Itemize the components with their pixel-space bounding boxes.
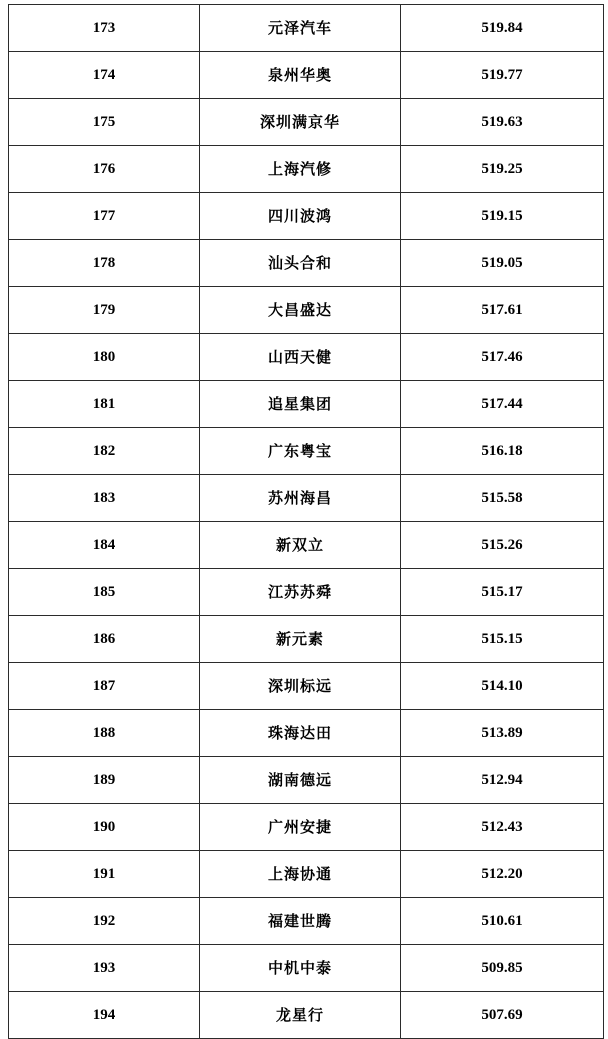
rank-cell: 193 bbox=[9, 945, 200, 992]
rank-cell: 185 bbox=[9, 569, 200, 616]
company-name-cell: 福建世腾 bbox=[200, 898, 401, 945]
rank-cell: 180 bbox=[9, 334, 200, 381]
rank-cell: 191 bbox=[9, 851, 200, 898]
score-cell: 519.05 bbox=[401, 240, 604, 287]
company-name-cell: 深圳满京华 bbox=[200, 99, 401, 146]
table-body bbox=[9, 5, 604, 1039]
table-row bbox=[9, 616, 604, 663]
score-cell: 507.69 bbox=[401, 992, 604, 1039]
rank-cell: 186 bbox=[9, 616, 200, 663]
rank-cell: 189 bbox=[9, 757, 200, 804]
score-cell: 515.17 bbox=[401, 569, 604, 616]
score-cell: 516.18 bbox=[401, 428, 604, 475]
score-cell: 515.26 bbox=[401, 522, 604, 569]
table-row bbox=[9, 992, 604, 1039]
rank-cell: 188 bbox=[9, 710, 200, 757]
rank-cell: 190 bbox=[9, 804, 200, 851]
score-cell: 519.77 bbox=[401, 52, 604, 99]
score-cell: 513.89 bbox=[401, 710, 604, 757]
company-name-cell: 四川波鸿 bbox=[200, 193, 401, 240]
company-name-cell: 上海协通 bbox=[200, 851, 401, 898]
rank-cell: 173 bbox=[9, 5, 200, 52]
company-name-cell: 山西天健 bbox=[200, 334, 401, 381]
score-cell: 517.46 bbox=[401, 334, 604, 381]
score-cell: 514.10 bbox=[401, 663, 604, 710]
rank-cell: 182 bbox=[9, 428, 200, 475]
company-name-cell: 珠海达田 bbox=[200, 710, 401, 757]
table-row bbox=[9, 569, 604, 616]
score-cell: 519.84 bbox=[401, 5, 604, 52]
table-row bbox=[9, 522, 604, 569]
rank-cell: 179 bbox=[9, 287, 200, 334]
company-name-cell: 元泽汽车 bbox=[200, 5, 401, 52]
table-row bbox=[9, 851, 604, 898]
company-name-cell: 泉州华奥 bbox=[200, 52, 401, 99]
rank-cell: 181 bbox=[9, 381, 200, 428]
company-name-cell: 广东粤宝 bbox=[200, 428, 401, 475]
table-row bbox=[9, 757, 604, 804]
rank-cell: 176 bbox=[9, 146, 200, 193]
table-row bbox=[9, 287, 604, 334]
table-row bbox=[9, 5, 604, 52]
table-row bbox=[9, 240, 604, 287]
score-cell: 517.61 bbox=[401, 287, 604, 334]
company-name-cell: 汕头合和 bbox=[200, 240, 401, 287]
rank-cell: 184 bbox=[9, 522, 200, 569]
score-cell: 512.20 bbox=[401, 851, 604, 898]
score-cell: 519.15 bbox=[401, 193, 604, 240]
table-row bbox=[9, 193, 604, 240]
rank-cell: 178 bbox=[9, 240, 200, 287]
table-row bbox=[9, 945, 604, 992]
company-name-cell: 新双立 bbox=[200, 522, 401, 569]
table-row bbox=[9, 99, 604, 146]
table-row bbox=[9, 475, 604, 522]
table-row bbox=[9, 52, 604, 99]
score-cell: 510.61 bbox=[401, 898, 604, 945]
company-name-cell: 湖南德远 bbox=[200, 757, 401, 804]
table-row bbox=[9, 381, 604, 428]
score-cell: 512.43 bbox=[401, 804, 604, 851]
score-cell: 519.25 bbox=[401, 146, 604, 193]
table-row bbox=[9, 710, 604, 757]
table-row bbox=[9, 898, 604, 945]
score-cell: 512.94 bbox=[401, 757, 604, 804]
score-cell: 515.15 bbox=[401, 616, 604, 663]
company-name-cell: 广州安捷 bbox=[200, 804, 401, 851]
rank-cell: 175 bbox=[9, 99, 200, 146]
rank-cell: 192 bbox=[9, 898, 200, 945]
table-row bbox=[9, 334, 604, 381]
company-name-cell: 新元素 bbox=[200, 616, 401, 663]
company-name-cell: 深圳标远 bbox=[200, 663, 401, 710]
rank-cell: 194 bbox=[9, 992, 200, 1039]
company-name-cell: 上海汽修 bbox=[200, 146, 401, 193]
rank-cell: 187 bbox=[9, 663, 200, 710]
table-row bbox=[9, 804, 604, 851]
rank-cell: 174 bbox=[9, 52, 200, 99]
company-name-cell: 苏州海昌 bbox=[200, 475, 401, 522]
score-cell: 517.44 bbox=[401, 381, 604, 428]
score-cell: 509.85 bbox=[401, 945, 604, 992]
table-row bbox=[9, 663, 604, 710]
company-name-cell: 中机中泰 bbox=[200, 945, 401, 992]
rank-cell: 183 bbox=[9, 475, 200, 522]
score-cell: 515.58 bbox=[401, 475, 604, 522]
table-row bbox=[9, 428, 604, 475]
ranking-table bbox=[8, 4, 604, 1039]
rank-cell: 177 bbox=[9, 193, 200, 240]
company-name-cell: 江苏苏舜 bbox=[200, 569, 401, 616]
company-name-cell: 龙星行 bbox=[200, 992, 401, 1039]
score-cell: 519.63 bbox=[401, 99, 604, 146]
company-name-cell: 追星集团 bbox=[200, 381, 401, 428]
table-row bbox=[9, 146, 604, 193]
company-name-cell: 大昌盛达 bbox=[200, 287, 401, 334]
